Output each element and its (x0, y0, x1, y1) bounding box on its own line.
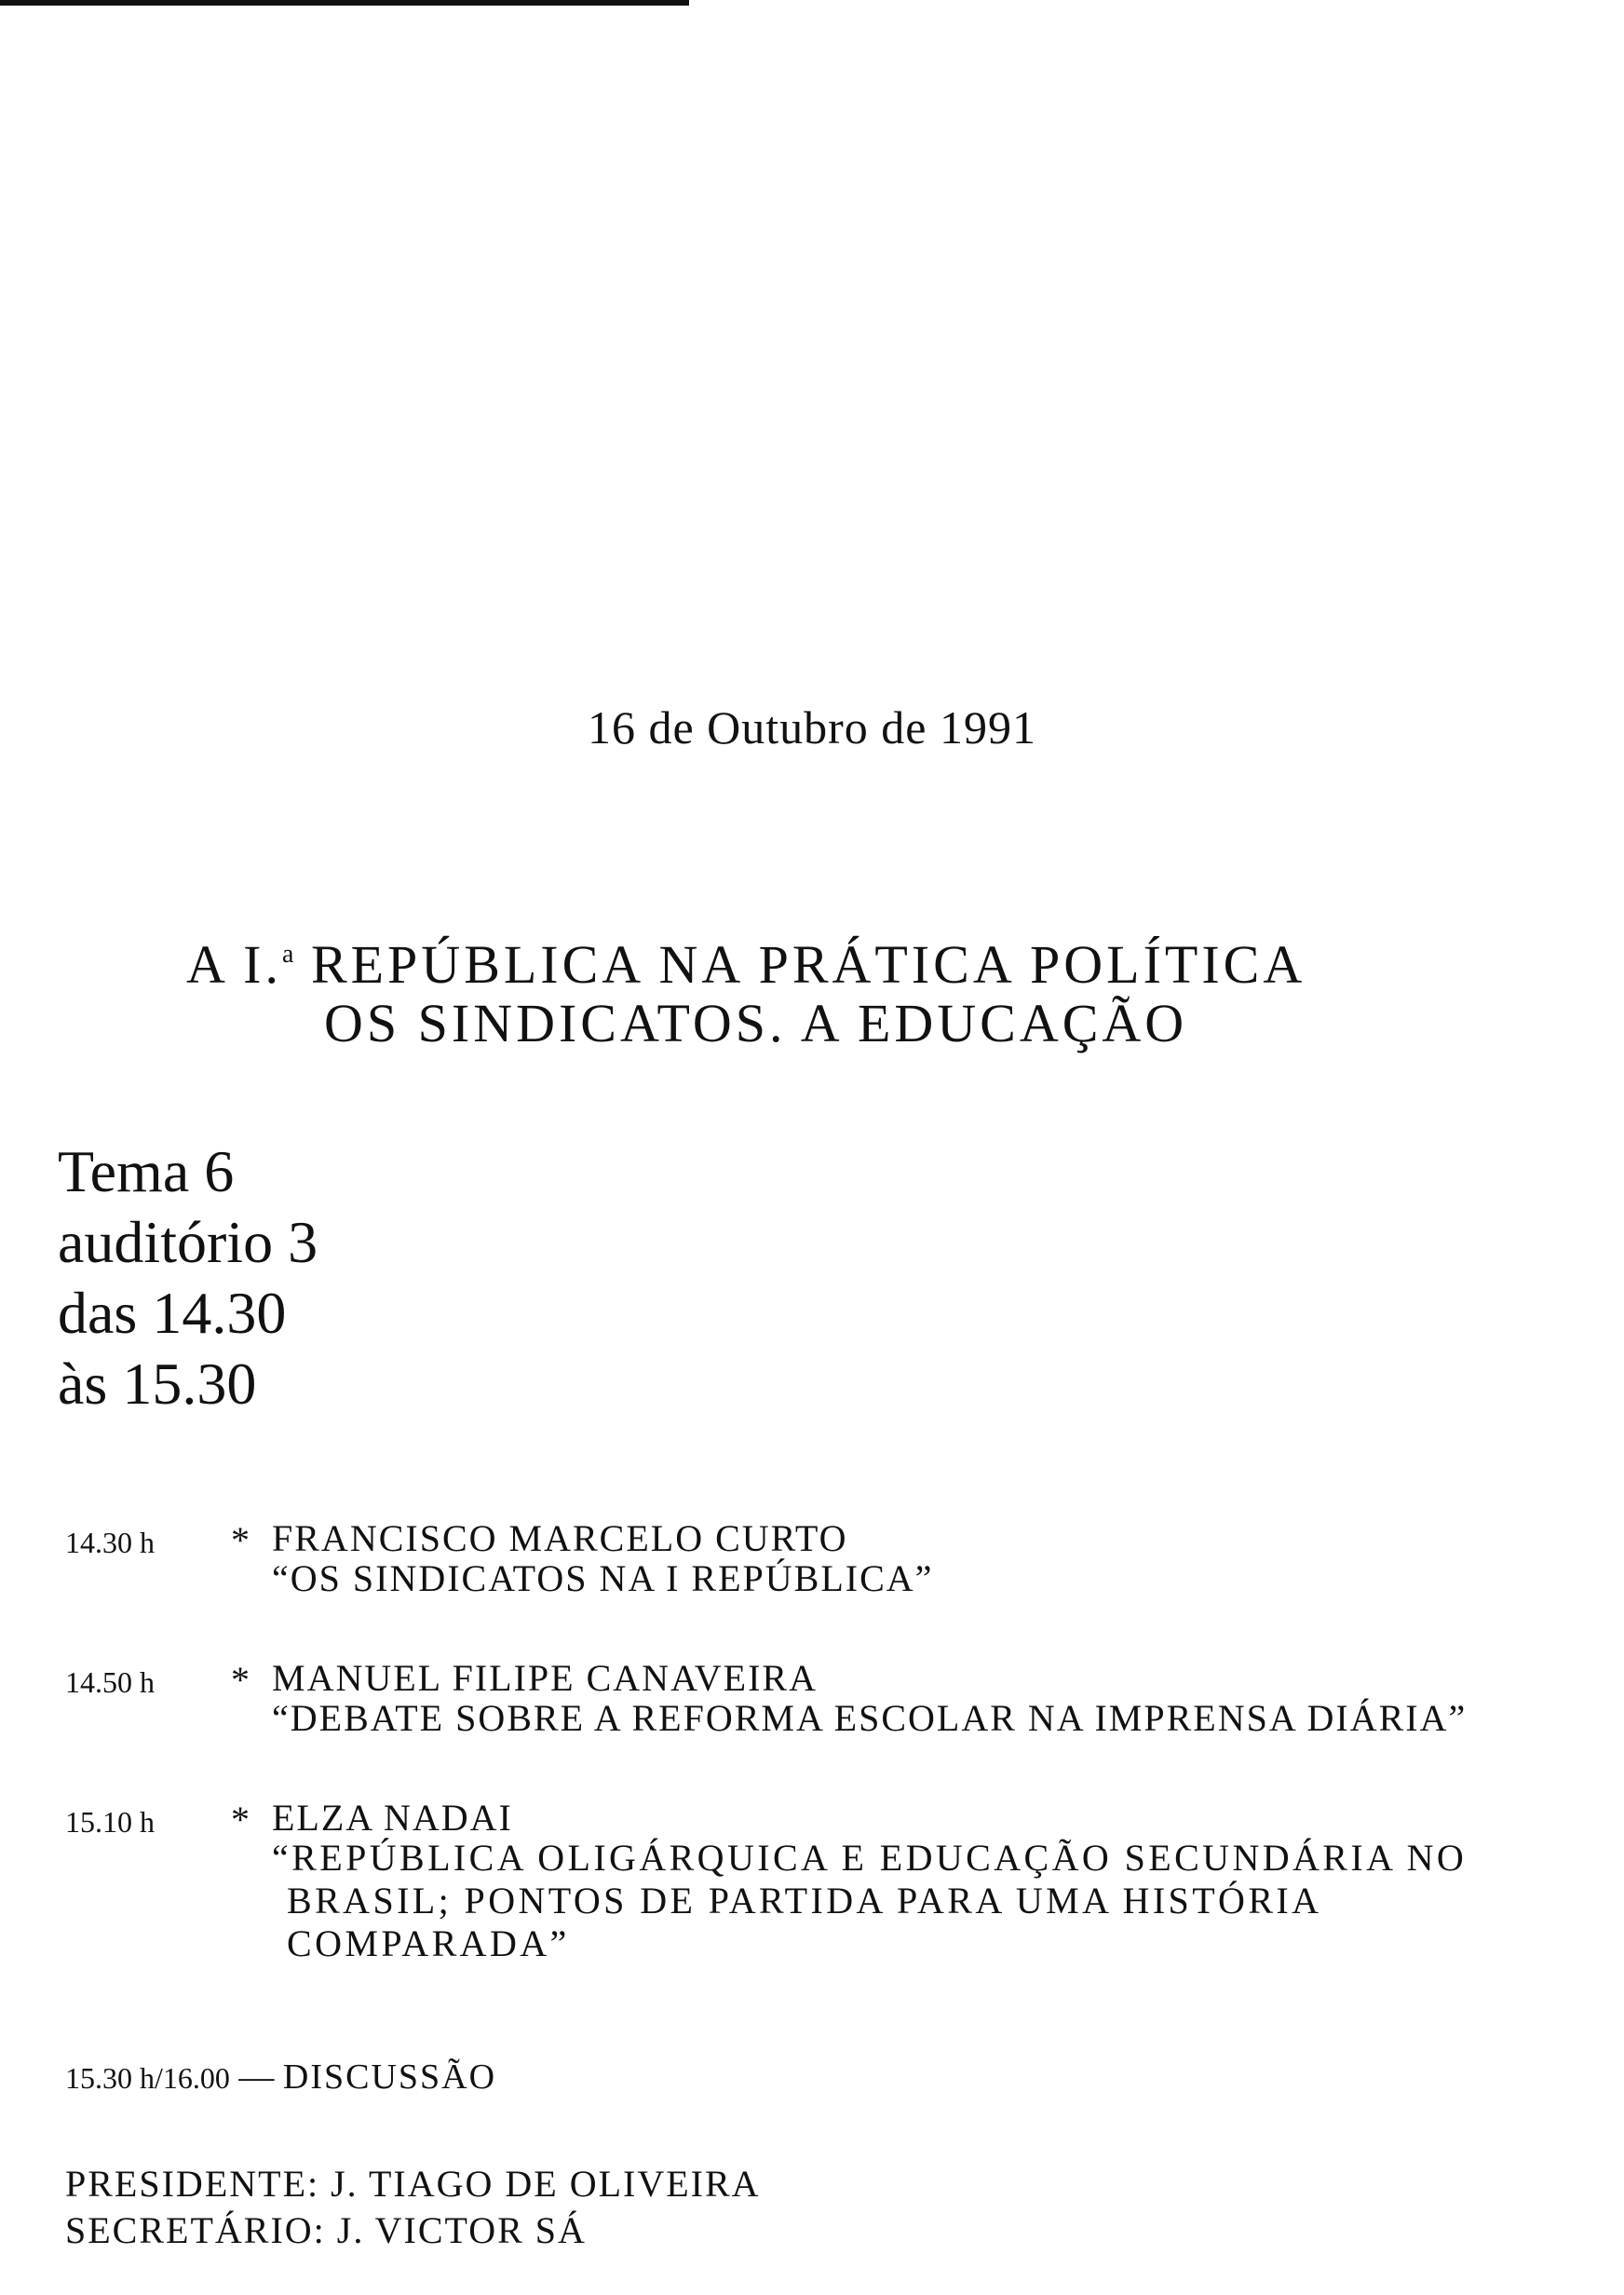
session-info (58, 1136, 318, 1419)
title-ordinal-superscript: a (282, 940, 294, 969)
session-start: das 14.30 (58, 1280, 287, 1346)
title-rest: REPÚBLICA NA PRÁTICA POLÍTICA (293, 934, 1306, 995)
talk-time: 14.30 h (65, 1526, 155, 1559)
talk-topic-line: “REPÚBLICA OLIGÁRQUICA E EDUCAÇÃO SECUNDÁRIA NO (272, 1837, 1468, 1879)
talk-speaker: ELZA NADAI (272, 1797, 513, 1839)
bullet-asterisk: * (231, 1659, 250, 1701)
bullet-asterisk: * (231, 1799, 250, 1840)
discussion-separator: — (238, 2057, 275, 2097)
talk-topic-line: COMPARADA” (287, 1922, 570, 1964)
talk-speaker: FRANCISCO MARCELO CURTO (272, 1517, 848, 1559)
top-rule-line (0, 0, 689, 6)
talk-time: 15.10 h (65, 1805, 155, 1839)
session-secretary: SECRETÁRIO: J. VICTOR SÁ (65, 2209, 587, 2251)
session-title-line-1 (186, 922, 1397, 998)
session-officers (65, 2161, 761, 2254)
talk-topic-line: “DEBATE SOBRE A REFORMA ESCOLAR NA IMPRENSA DIÁRIA” (272, 1697, 1468, 1739)
talk-speaker: MANUEL FILIPE CANAVEIRA (272, 1657, 818, 1699)
talk-time: 14.50 h (65, 1665, 155, 1699)
discussion-slot (65, 2057, 496, 2098)
discussion-time: 15.30 h/16.00 (65, 2061, 230, 2095)
talk-topic-line: BRASIL; PONTOS DE PARTIDA PARA UMA HISTÓRIA (287, 1880, 1322, 1922)
session-theme: Tema 6 (58, 1138, 235, 1204)
session-room: auditório 3 (58, 1209, 318, 1275)
talk-topic (272, 1697, 1467, 1740)
title-prefix: A I. (186, 934, 282, 995)
session-title-line-2: OS SINDICATOS. A EDUCAÇÃO (324, 993, 1188, 1053)
bullet-asterisk: * (231, 1519, 250, 1561)
session-president: PRESIDENTE: J. TIAGO DE OLIVEIRA (65, 2163, 761, 2205)
talk-topic-line: “OS SINDICATOS NA I REPÚBLICA” (272, 1557, 934, 1599)
talk-topic (272, 1557, 933, 1600)
session-end: às 15.30 (58, 1351, 257, 1417)
event-date: 16 de Outubro de 1991 (587, 701, 1037, 754)
talk-topic (272, 1837, 1467, 1965)
discussion-label: DISCUSSÃO (282, 2057, 497, 2097)
